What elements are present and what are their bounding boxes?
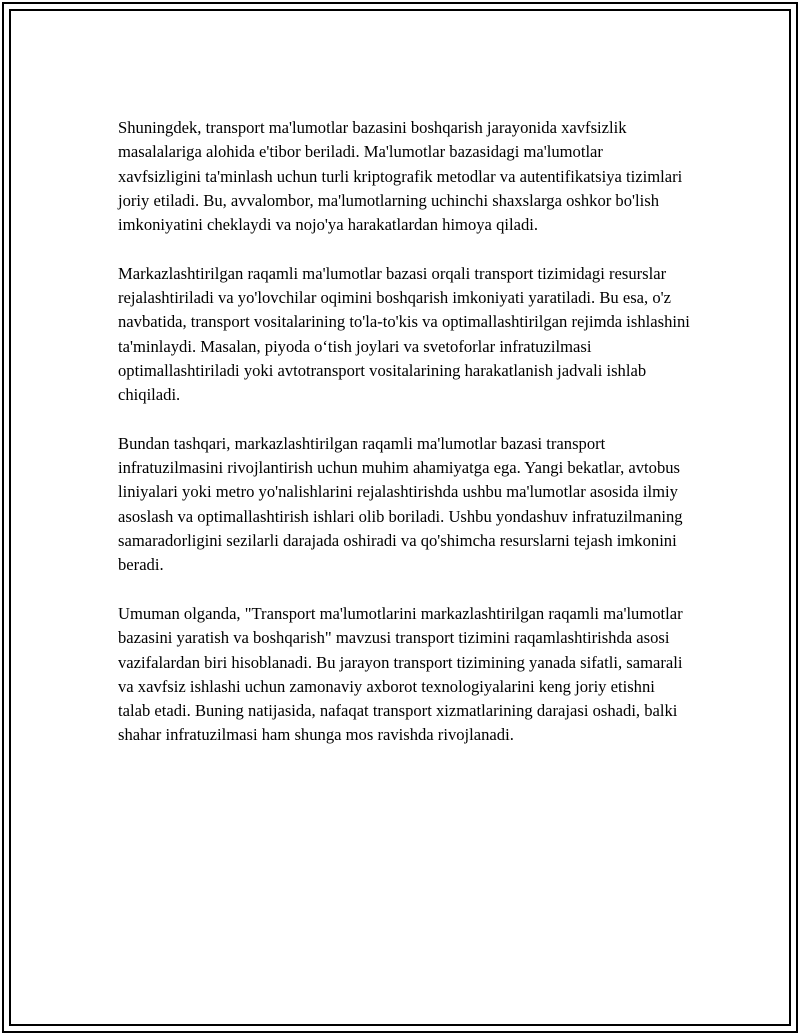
paragraph: Shuningdek, transport ma'lumotlar bazasini boshqarish jarayonida xavfsizlik masalalariga alohida e'tibor beriladi. Ma'lumotlar bazasidagi ma'lumotlar xavfsizligini ta'minlash uchun turli kriptografik metodlar va autentifikatsiya tizimlari joriy etiladi. Bu, avvalombor, ma'lumotlarning uchinchi shaxslarga oshkor bo'lish imkoniyatini cheklaydi va nojo'ya harakatlardan himoya qiladi.: [118, 118, 683, 235]
paragraph: Markazlashtirilgan raqamli ma'lumotlar bazasi orqali transport tizimidagi resurslar rejalashtiriladi va yo'lovchilar oqimini boshqarish imkoniyati yaratiladi. Bu esa, o'z navbatida, transport vositalarining to'la-to'kis va optimallashtirilgan rejimda ishlashini ta'minlaydi. Masalan, piyoda o‘tish joylari va svetoforlar infratuzilmasi optimallashtiriladi yoki avtotransport vositalarining harakatlanish jadvali ishlab chiqiladi.: [118, 263, 690, 405]
paragraph: Umuman olganda, "Transport ma'lumotlarini markazlashtirilgan raqamli ma'lumotlar bazasini yaratish va boshqarish" mavzusi transport tizimini raqamlashtirishda asosi vazifalardan biri hisoblanadi. Bu jarayon transport tizimining yanada sifatli, samarali va xavfsiz ishlashi uchun zamonaviy axborot texnologiyalarini keng joriy etishni talab etadi. Buning natijasida, nafaqat transport xizmatlarining darajasi oshadi, balki shahar infratuzilmasi ham shunga mos ravishda rivojlanadi.: [118, 603, 683, 745]
document-body: [118, 116, 690, 772]
paragraph: Bundan tashqari, markazlashtirilgan raqamli ma'lumotlar bazasi transport infratuzilmasini rivojlantirish uchun muhim ahamiyatga ega. Yangi bekatlar, avtobus liniyalari yoki metro yo'nalishlarini rejalashtirishda ushbu ma'lumotlar asosida ilmiy asoslash va optimallashtirish ishlari olib boriladi. Ushbu yondashuv infratuzilmaning samaradorligini sezilarli darajada oshiradi va qo'shimcha resurslarni tejash imkonini beradi.: [118, 433, 683, 575]
